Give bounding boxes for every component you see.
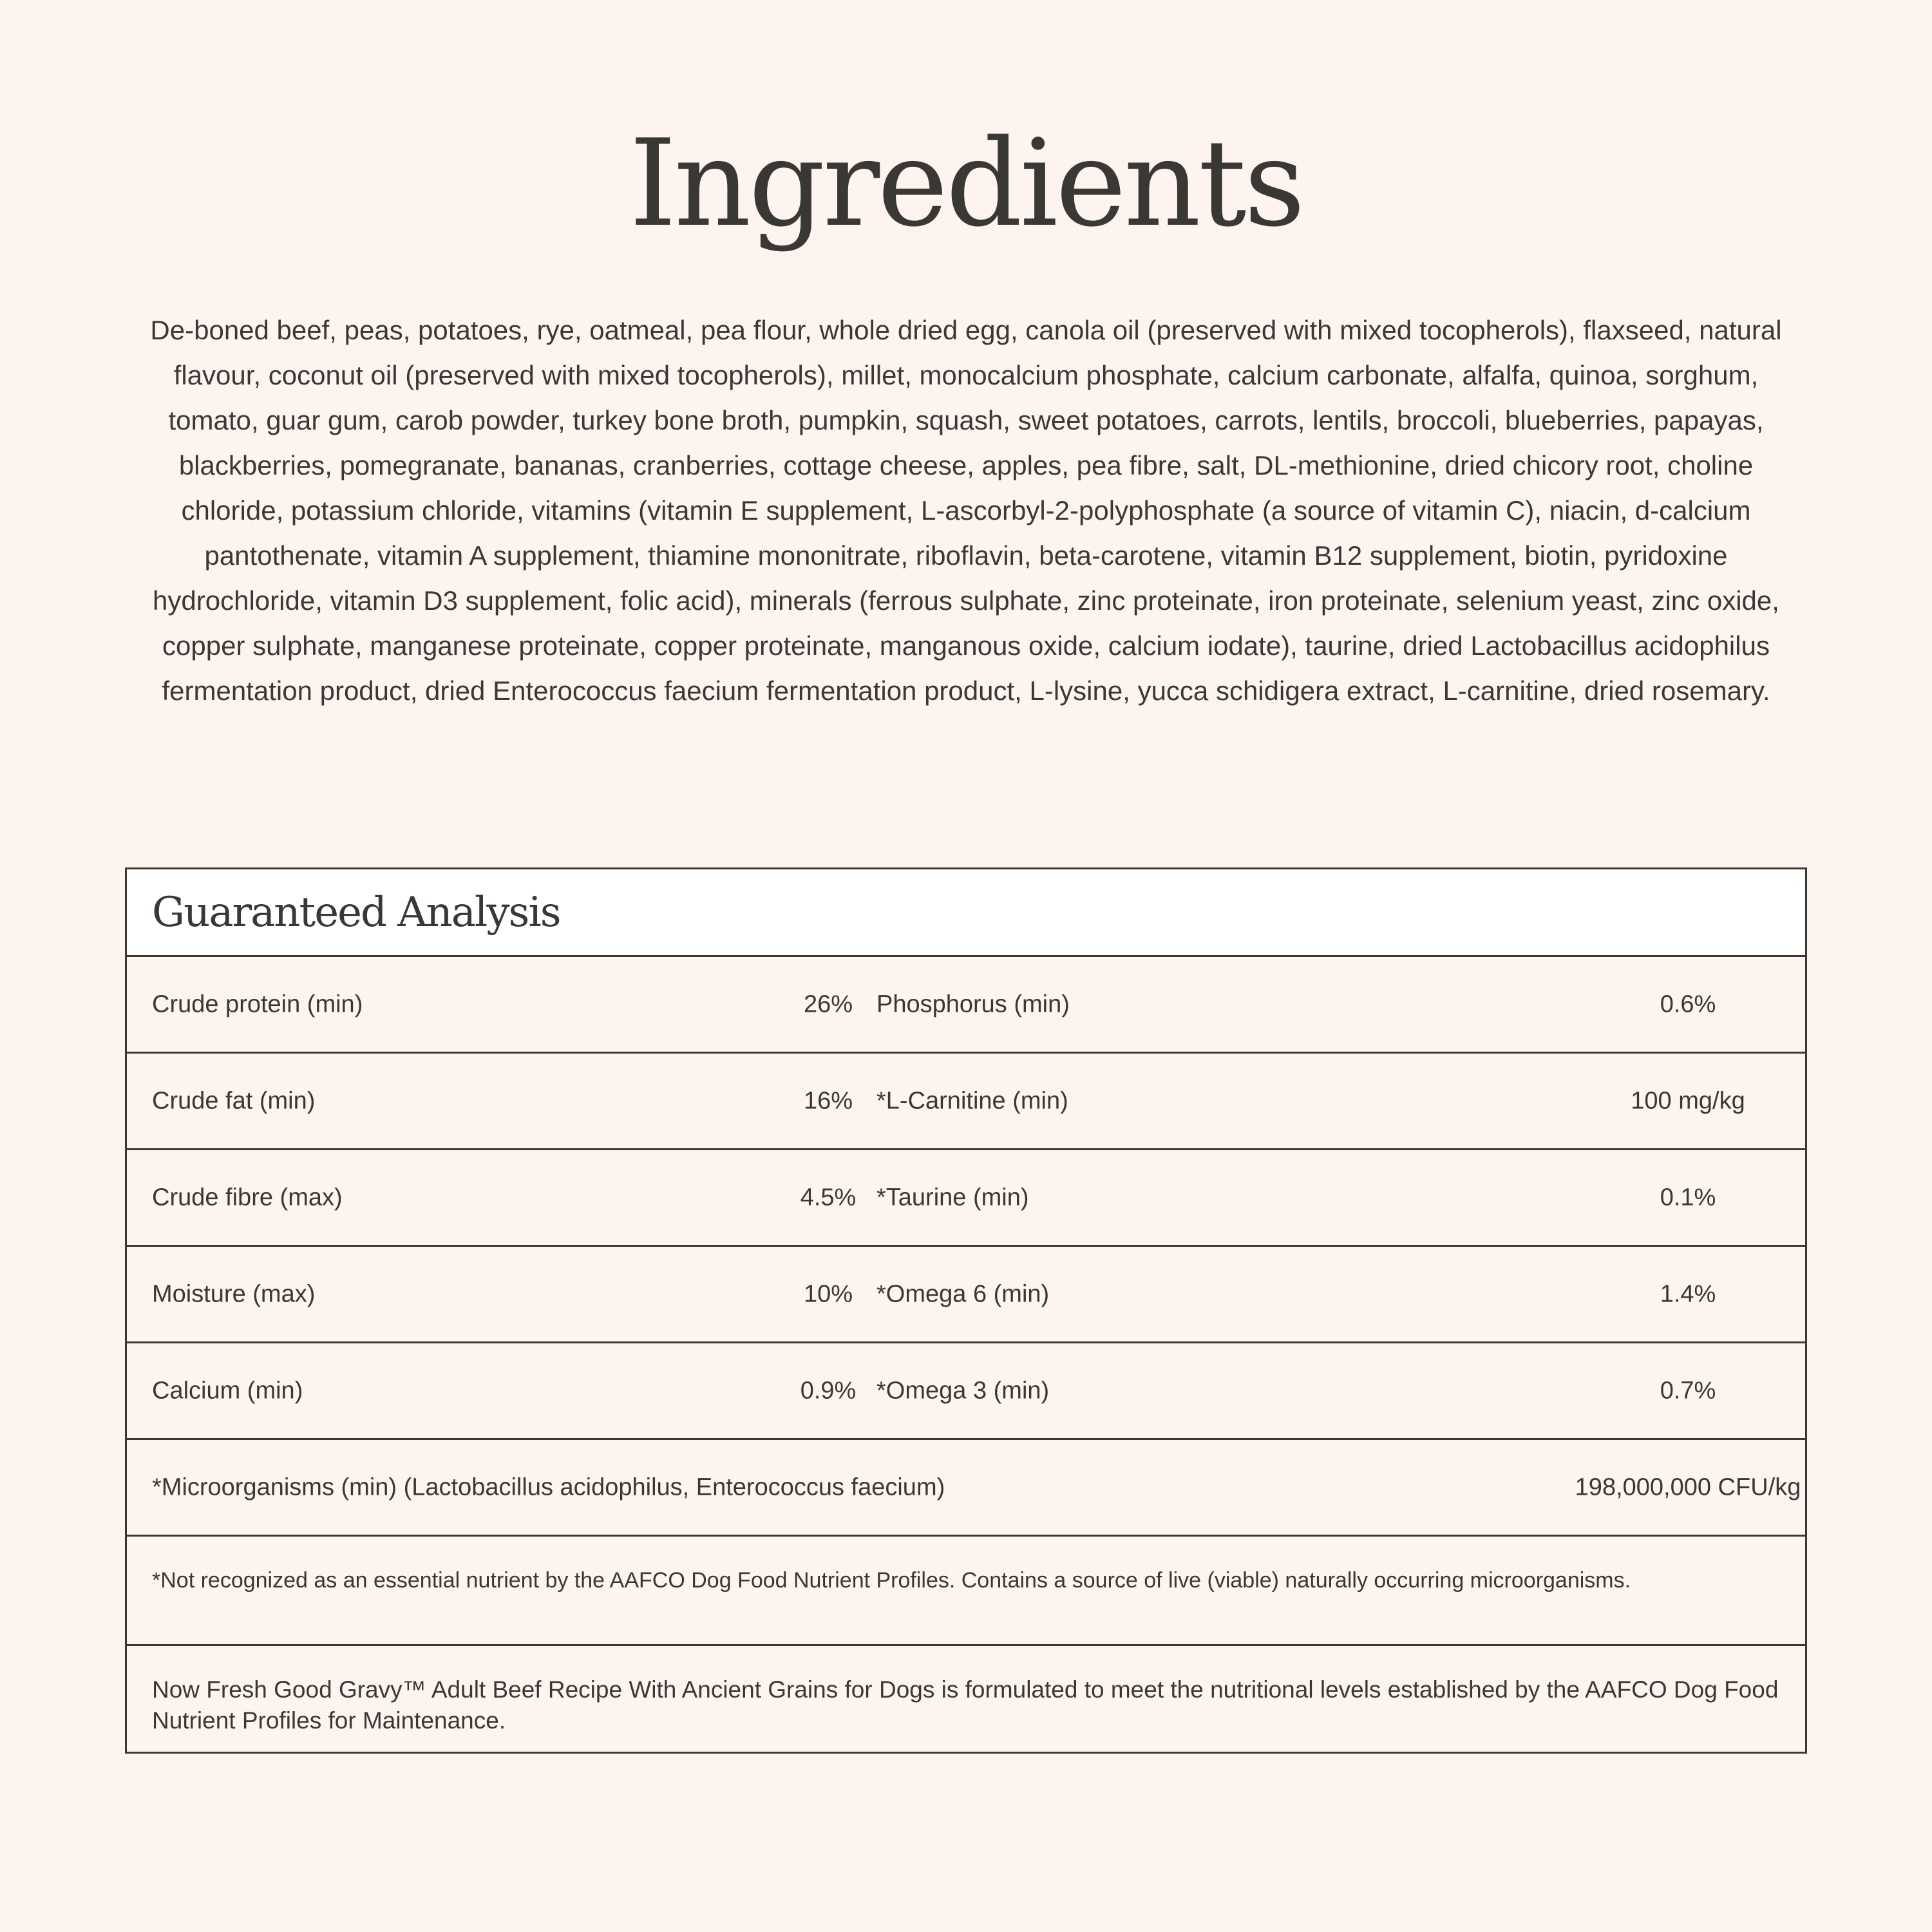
table-row <box>127 957 1805 1054</box>
microorganisms-row <box>127 1440 1805 1537</box>
guaranteed-analysis-table <box>125 867 1807 1754</box>
nutrient-label: *Omega 3 (min) <box>876 1377 1050 1404</box>
nutrient-value-text: 1.4% <box>1660 1280 1716 1307</box>
nutrient-label: Moisture (max) <box>152 1280 316 1307</box>
nutrient-label: *Taurine (min) <box>876 1184 1029 1211</box>
microorganisms-label: *Microorganisms (min) (Lactobacillus acidophilus, Enterococcus faecium) <box>152 1473 945 1501</box>
nutrient-value-text: 100 mg/kg <box>1631 1087 1745 1114</box>
table-row <box>127 1247 1805 1343</box>
nutrient-label: Phosphorus (min) <box>876 990 1070 1018</box>
microorganisms-value-text: 198,000,000 CFU/kg <box>1575 1473 1801 1501</box>
nutrient-label: Crude fat (min) <box>152 1087 316 1114</box>
aafco-statement: Now Fresh Good Gravy™ Adult Beef Recipe With Ancient Grains for Dogs is formulated to meet the nutritional levels established by the AAFCO Dog Food Nutrient Profiles for Maintenance. <box>152 1676 1779 1734</box>
ingredients-list: De-boned beef, peas, potatoes, rye, oatmeal, pea flour, whole dried egg, canola oil (preserved with mixed tocopherols), flaxseed, natural flavour, coconut oil (preserved with mixed tocopherols), millet, monocalcium phosphate, calcium carbonate, alfalfa, quinoa, sorghum, tomato, guar gum, carob powder, turkey bone broth, pumpkin, squash, sweet potatoes, carrots, lentils, broccoli, blueberries, papayas, blackberries, pomegranate, bananas, cranberries, cottage cheese, apples, pea fibre, salt, DL-methionine, dried chicory root, choline chloride, potassium chloride, vitamins (vitamin E supplement, L-ascorbyl-2-polyphosphate (a source of vitamin C), niacin, d-calcium pantothenate, vitamin A supplement, thiamine mononitrate, riboflavin, beta-carotene, vitamin B12 supplement, biotin, pyridoxine hydrochloride, vitamin D3 supplement, folic acid), minerals (ferrous sulphate, zinc proteinate, iron proteinate, selenium yeast, zinc oxide, copper sulphate, manganese proteinate, copper proteinate, manganous oxide, calcium iodate), taurine, dried Lactobacillus acidophilus fermentation product, dried Enterococcus faecium fermentation product, L-lysine, yucca schidigera extract, L-carnitine, dried rosemary. <box>150 315 1782 706</box>
nutrient-value-text: 0.1% <box>1660 1184 1716 1211</box>
table-row <box>127 1054 1805 1150</box>
table-row <box>127 1150 1805 1247</box>
analysis-header <box>127 869 1805 957</box>
nutrient-value-text: 26% <box>803 990 853 1018</box>
page-title: Ingredients <box>629 113 1303 253</box>
footnote: *Not recognized as an essential nutrient by the AAFCO Dog Food Nutrient Profiles. Contains a source of live (viable) naturally occurring microorganisms. <box>127 1537 1805 1646</box>
analysis-heading: Guaranteed Analysis <box>152 888 560 936</box>
nutrient-label: Calcium (min) <box>152 1377 303 1404</box>
nutrient-label: Crude fibre (max) <box>152 1184 343 1211</box>
nutrient-value-text: 0.6% <box>1660 990 1716 1018</box>
nutrient-value-text: 16% <box>803 1087 853 1114</box>
nutrient-value-text: 4.5% <box>800 1184 857 1211</box>
nutrient-label: *Omega 6 (min) <box>876 1280 1050 1307</box>
nutrient-label: Crude protein (min) <box>152 990 363 1018</box>
nutrient-value-text: 10% <box>803 1280 853 1307</box>
nutrient-label: *L-Carnitine (min) <box>876 1087 1068 1114</box>
table-row <box>127 1343 1805 1440</box>
nutrient-value-text: 0.7% <box>1660 1377 1716 1404</box>
nutrient-value-text: 0.9% <box>800 1377 857 1404</box>
